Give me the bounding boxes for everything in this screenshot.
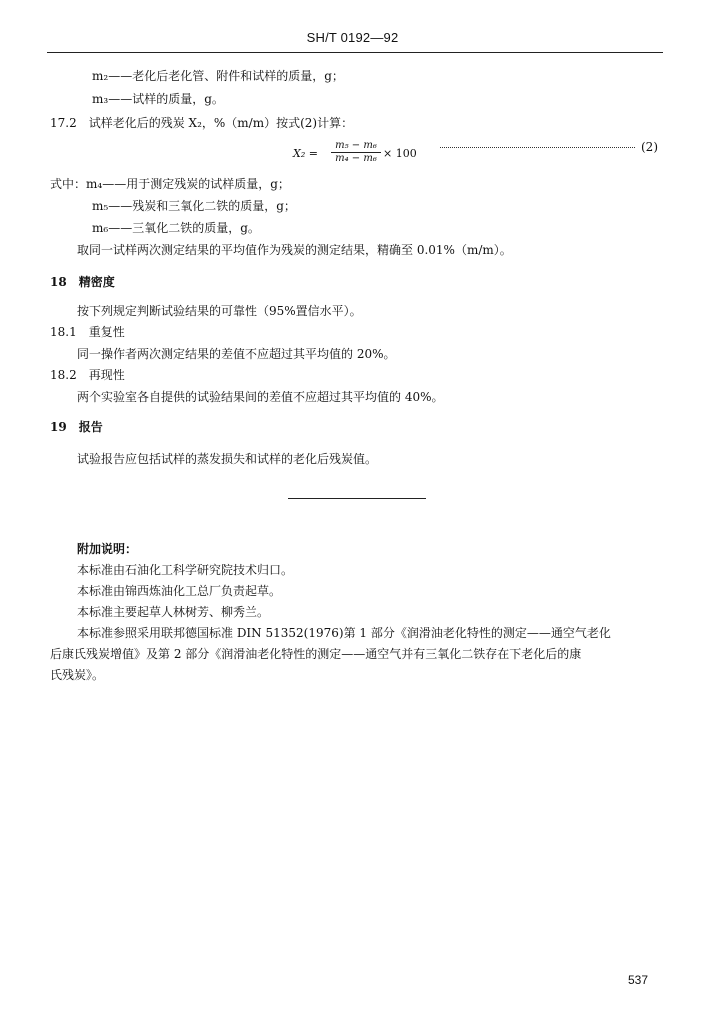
section-18-2-heading: 18.2 再现性 xyxy=(50,368,125,382)
variable-m4-definition: 式中：m₄——用于测定残炭的试样质量，g； xyxy=(50,177,290,191)
header-rule xyxy=(47,52,663,53)
reproducibility-text: 两个实验室各自提供的试验结果间的差值不应超过其平均值的 40%。 xyxy=(77,390,444,404)
formula-rhs: × 100 xyxy=(383,147,417,160)
clause-17-2: 17.2 试样老化后的残炭 X₂，%（m/m）按式(2)计算： xyxy=(50,116,354,130)
formula-denominator: m₄ − m₆ xyxy=(335,153,377,164)
formula-fraction xyxy=(331,140,381,165)
variable-m2-definition: m₂——老化后老化管、附件和试样的质量，g； xyxy=(92,69,344,83)
formula-lhs: X₂ = xyxy=(293,147,318,160)
note-line-4c: 氏残炭》。 xyxy=(50,668,105,682)
formula-numerator: m₅ − m₆ xyxy=(331,140,381,153)
result-statement: 取同一试样两次测定结果的平均值作为残炭的测定结果，精确至 0.01%（m/m）。 xyxy=(77,243,512,257)
end-separator-rule xyxy=(288,498,426,499)
note-line-4b: 后康氏残炭增值》及第 2 部分《润滑油老化特性的测定——通空气并有三氧化二铁存在下老化后的康 xyxy=(50,647,582,661)
report-text: 试验报告应包括试样的蒸发损失和试样的老化后残炭值。 xyxy=(77,452,378,466)
note-line-3: 本标准主要起草人林树芳、柳秀兰。 xyxy=(77,605,270,619)
variable-m5-definition: m₅——残炭和三氧化二铁的质量，g； xyxy=(92,199,296,213)
variable-m6-definition: m₆——三氧化二铁的质量，g。 xyxy=(92,221,260,235)
section-18-1-heading: 18.1 重复性 xyxy=(50,325,125,339)
variable-m3-definition: m₃——试样的质量，g。 xyxy=(92,92,224,106)
formula-leader-dots xyxy=(440,147,635,148)
additional-notes-title: 附加说明： xyxy=(77,542,138,556)
precision-intro: 按下列规定判断试验结果的可靠性（95%置信水平）。 xyxy=(77,304,362,318)
section-19-heading: 19 报告 xyxy=(50,420,103,434)
note-line-1: 本标准由石油化工科学研究院技术归口。 xyxy=(77,563,294,577)
note-line-4a: 本标准参照采用联邦德国标准 DIN 51352(1976)第 1 部分《润滑油老化特性的测定——通空气老化 xyxy=(77,626,611,640)
note-line-2: 本标准由锦西炼油化工总厂负责起草。 xyxy=(77,584,282,598)
page-header: SH/T 0192—92 xyxy=(306,30,399,45)
section-18-heading: 18 精密度 xyxy=(50,275,115,289)
equation-number: (2) xyxy=(641,140,658,154)
page-number: 537 xyxy=(628,973,649,987)
repeatability-text: 同一操作者两次测定结果的差值不应超过其平均值的 20%。 xyxy=(77,347,396,361)
